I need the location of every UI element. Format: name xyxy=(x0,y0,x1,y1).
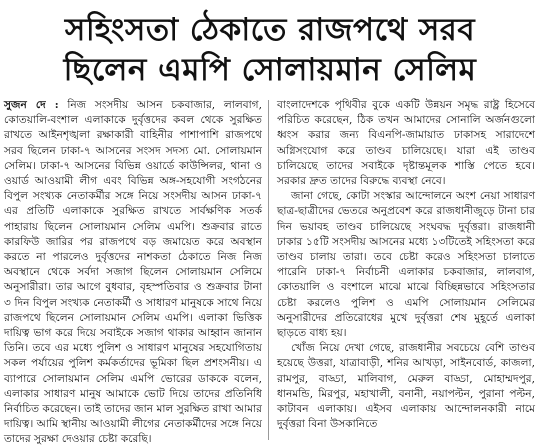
article-left-column xyxy=(4,98,262,448)
article-right-column xyxy=(277,98,535,432)
right-paragraph-2: জানা গেছে, কোটা সংস্কার আন্দোলনে অংশ নেয়া সাধারণ ছাত্র-ছাত্রীদের ভেতরে অনুপ্রবেশ করে রাজধানীজুড়ে টানা চার দিন ভয়াবহ তাণ্ডব চালিয়েছে সংঘবদ্ধ দুর্বৃত্তরা। রাজধানী ঢাকার ১৫টি সংসদীয় আসনের মধ্যে ১৩টিতেই সহিংসতা করে তাণ্ডব চালায় তারা। তবে চেষ্টা করেও সহিংসতা চালাতে পারেনি ঢাকা-৭ নির্বাচনী এলাকার চকবাজার, লালবাগ, কোতয়ালি ও বংশালে মাঝে মাঝে বিচ্ছিন্নভাবে সহিংসতার চেষ্টা করলেও পুলিশ ও এমপি সোলায়মান সেলিমের অনুসারীদের প্রতিরোধের মুখে দুর্বৃত্তরা শেষ মুহূর্তে এলাকা ছাড়তে বাধ্য হয়। xyxy=(277,190,535,340)
top-cropped-strip xyxy=(0,0,540,8)
headline xyxy=(0,10,540,90)
headline-line-1: সহিংসতা ঠেকাতে রাজপথে সরব xyxy=(64,12,476,48)
headline-line-2: ছিলেন এমপি সোলায়মান সেলিম xyxy=(63,52,477,88)
right-paragraph-1: বাংলাদেশকে পৃথিবীর বুকে একটি উন্নয়ন সমৃদ্ধ রাষ্ট্র হিসেবে পরিচিত করেছেন, ঠিক তখন আমাদের সোনালি অর্জনগুলো ধ্বংস করার জন্য বিএনপি-জামায়াত ঢাকাসহ সারাদেশে অগ্নিসংযোগ করে তাণ্ডব চালিয়েছে। যারা এই তাণ্ডব চালিয়েছে তাদের সবাইকে দৃষ্টান্তমূলক শাস্তি পেতে হবে। সরকার দ্রুত তাদের বিরুদ্ধে ব্যবস্থা নেবে। xyxy=(277,99,535,188)
byline: সুজন দে : xyxy=(4,99,59,111)
left-paragraph-1 xyxy=(4,98,262,448)
column-divider xyxy=(268,100,269,440)
left-paragraph-1-text: নিজ সংসদীয় আসন চকবাজার, লালবাগ, কোতয়ালি-বংশাল এলাকাকে দুর্বৃত্তদের কবল থেকে সুরক্ষিত রাখতে আইনশৃঙ্খলা রক্ষাকারী বাহিনীর পাশাপাশি রাজপথে সরব ছিলেন ঢাকা-৭ আসনের সংসদ সদস্য মো. সোলায়মান সেলিম। ঢাকা-৭ আসনের বিভিন্ন ওয়ার্ডে কাউন্সিলর, থানা ও ওয়ার্ড আওয়ামী লীগ এবং বিভিন্ন অঙ্গ-সহযোগী সংগঠনের বিপুল সংখ্যক নেতাকর্মীর সঙ্গে নিয়ে সংসদীয় আসন ঢাকা-৭ এর প্রতিটি এলাকাকে সুরক্ষিত রাখতে সার্বক্ষণিক সতর্ক পাহারায় ছিলেন সোলায়মান সেলিম এমপি। শুক্রবার রাতে কারফিউ জারির পর রাজপথে বড় জমায়েত করে অবস্থান করতে না পারলেও দুর্বৃত্তদের নাশকতা ঠেকাতে নিজ নিজ অবস্থানে থেকে সর্বদা সজাগ ছিলেন সোলায়মান সেলিমে অনুসারীরা। তার আগে বুধবার, বৃহস্পতিবার ও শুক্রবার টানা ৩ দিন বিপুল সংখ্যক নেতাকর্মী ও সাধারণ মানুষকে সাথে নিয়ে রাজপথে ছিলেন সোলায়মান সেলিম এমপি। এলাকা ভিত্তিক দায়িত্ব ভাগ করে দিয়ে সবাইকে সজাগ থাকার আহ্বান জানান তিনি। তবে এর মধ্যে পুলিশ ও সাধারণ মানুষের সহযোগিতায় সকল পর্যায়ের পুলিশ কর্মকর্তাদের ভূমিকা ছিল প্রশংসনীয়। এ ব্যাপারে সোলায়মান সেলিম এমপি ভোরের ডাককে বলেন, এলাকার সাধারণ মানুষ আমাকে ভোট দিয়ে তাদের প্রতিনিধি নির্বাচিত করেছেন। তাই তাদের জান মাল সুরক্ষিত রাখা আমার দায়িত্ব। আমি স্থানীয় আওয়ামী লীগের নেতাকর্মীদের সঙ্গে নিয়ে তাদের সুরক্ষা দেওয়ার চেষ্টা করেছি। xyxy=(4,99,262,446)
right-paragraph-3: খোঁজ নিয়ে দেখা গেছে, রাজধানীর সবচেয়ে বেশি তাণ্ডব হয়েছে উত্তরা, যাত্রাবাড়ী, শনির আখড়া, সাইনবোর্ড, কাজলা, রামপুর, বাড্ডা, মালিবাগ, মেরুল বাড্ডা, মোহাম্মদপুর, ধানমন্ডি, মিরপুর, মহাখালী, বনানী, নয়াপল্টন, পুরানা পল্টন, কাটাবন এলাকায়। এইসব এলাকায় আন্দোলনকারী নামে দুর্বৃত্তরা বিনা উসকানিতে xyxy=(277,342,535,431)
